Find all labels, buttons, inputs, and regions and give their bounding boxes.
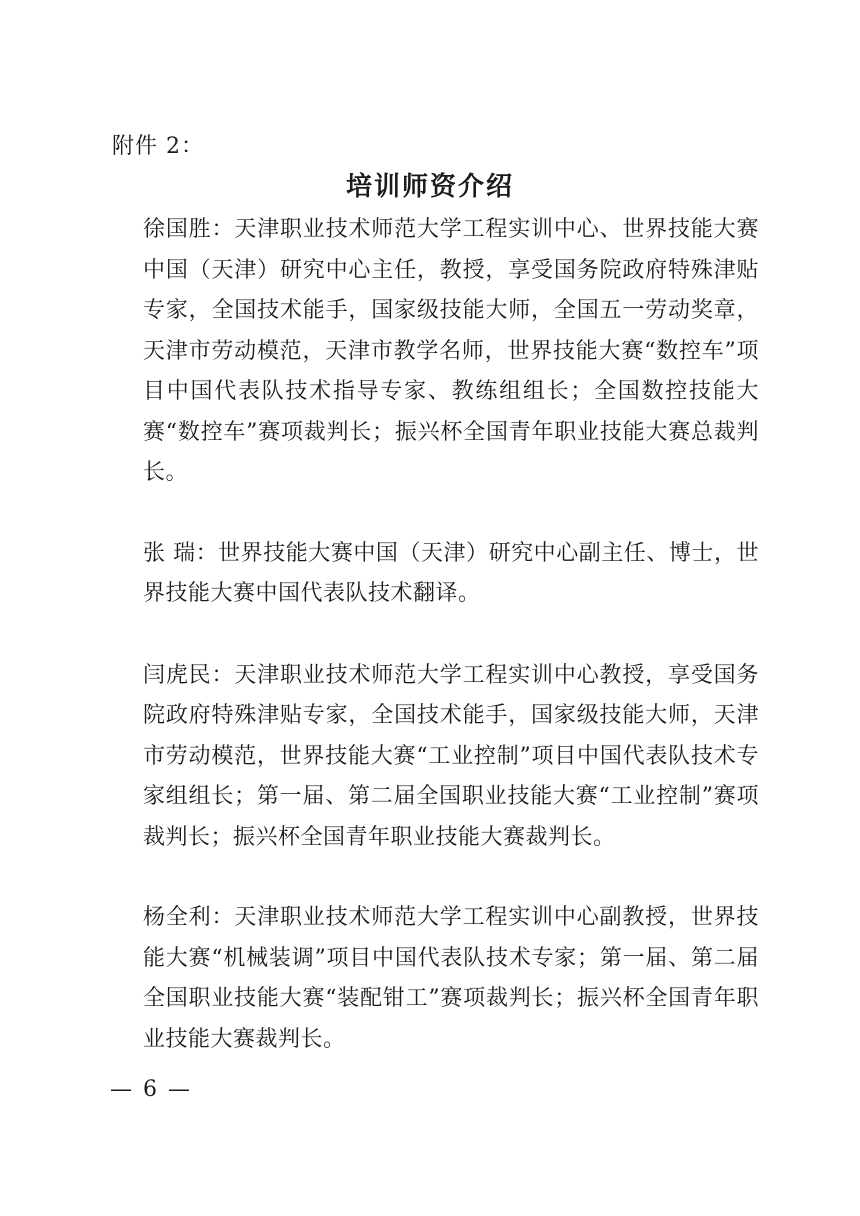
document-title: 培训师资介绍 [345,172,514,202]
bio-list [143,210,759,1100]
page-number: — 6 — [110,1077,192,1102]
bio-zhang-rui: 张 瑞：世界技能大赛中国（天津）研究中心副主任、博士，世界技能大赛中国代表队技术翻译。 [143,540,759,606]
bio-xu-guosheng: 徐国胜：天津职业技术师范大学工程实训中心、世界技能大赛中国（天津）研究中心主任，教授，享受国务院政府特殊津贴专家，全国技术能手，国家级技能大师，全国五一劳动奖章，天津市劳动模范，天津市教学名师，世界技能大赛“数控车”项目中国代表队技术指导专家、教练组组长；全国数控技能大赛“数控车”赛项裁判长；振兴杯全国青年职业技能大赛总裁判长。 [143,217,759,485]
attachment-label: 附件 2： [112,134,204,159]
bio-yang-quanli: 杨全利：天津职业技术师范大学工程实训中心副教授，世界技能大赛“机械装调”项目中国代表队技术专家；第一届、第二届全国职业技能大赛“装配钳工”赛项裁判长；振兴杯全国青年职业技能大赛裁判长。 [143,905,759,1052]
bio-yan-humin: 闫虎民：天津职业技术师范大学工程实训中心教授，享受国务院政府特殊津贴专家，全国技术能手，国家级技能大师，天津市劳动模范，世界技能大赛“工业控制”项目中国代表队技术专家组组长；第一届、第二届全国职业技能大赛“工业控制”赛项裁判长；振兴杯全国青年职业技能大赛裁判长。 [143,662,759,850]
